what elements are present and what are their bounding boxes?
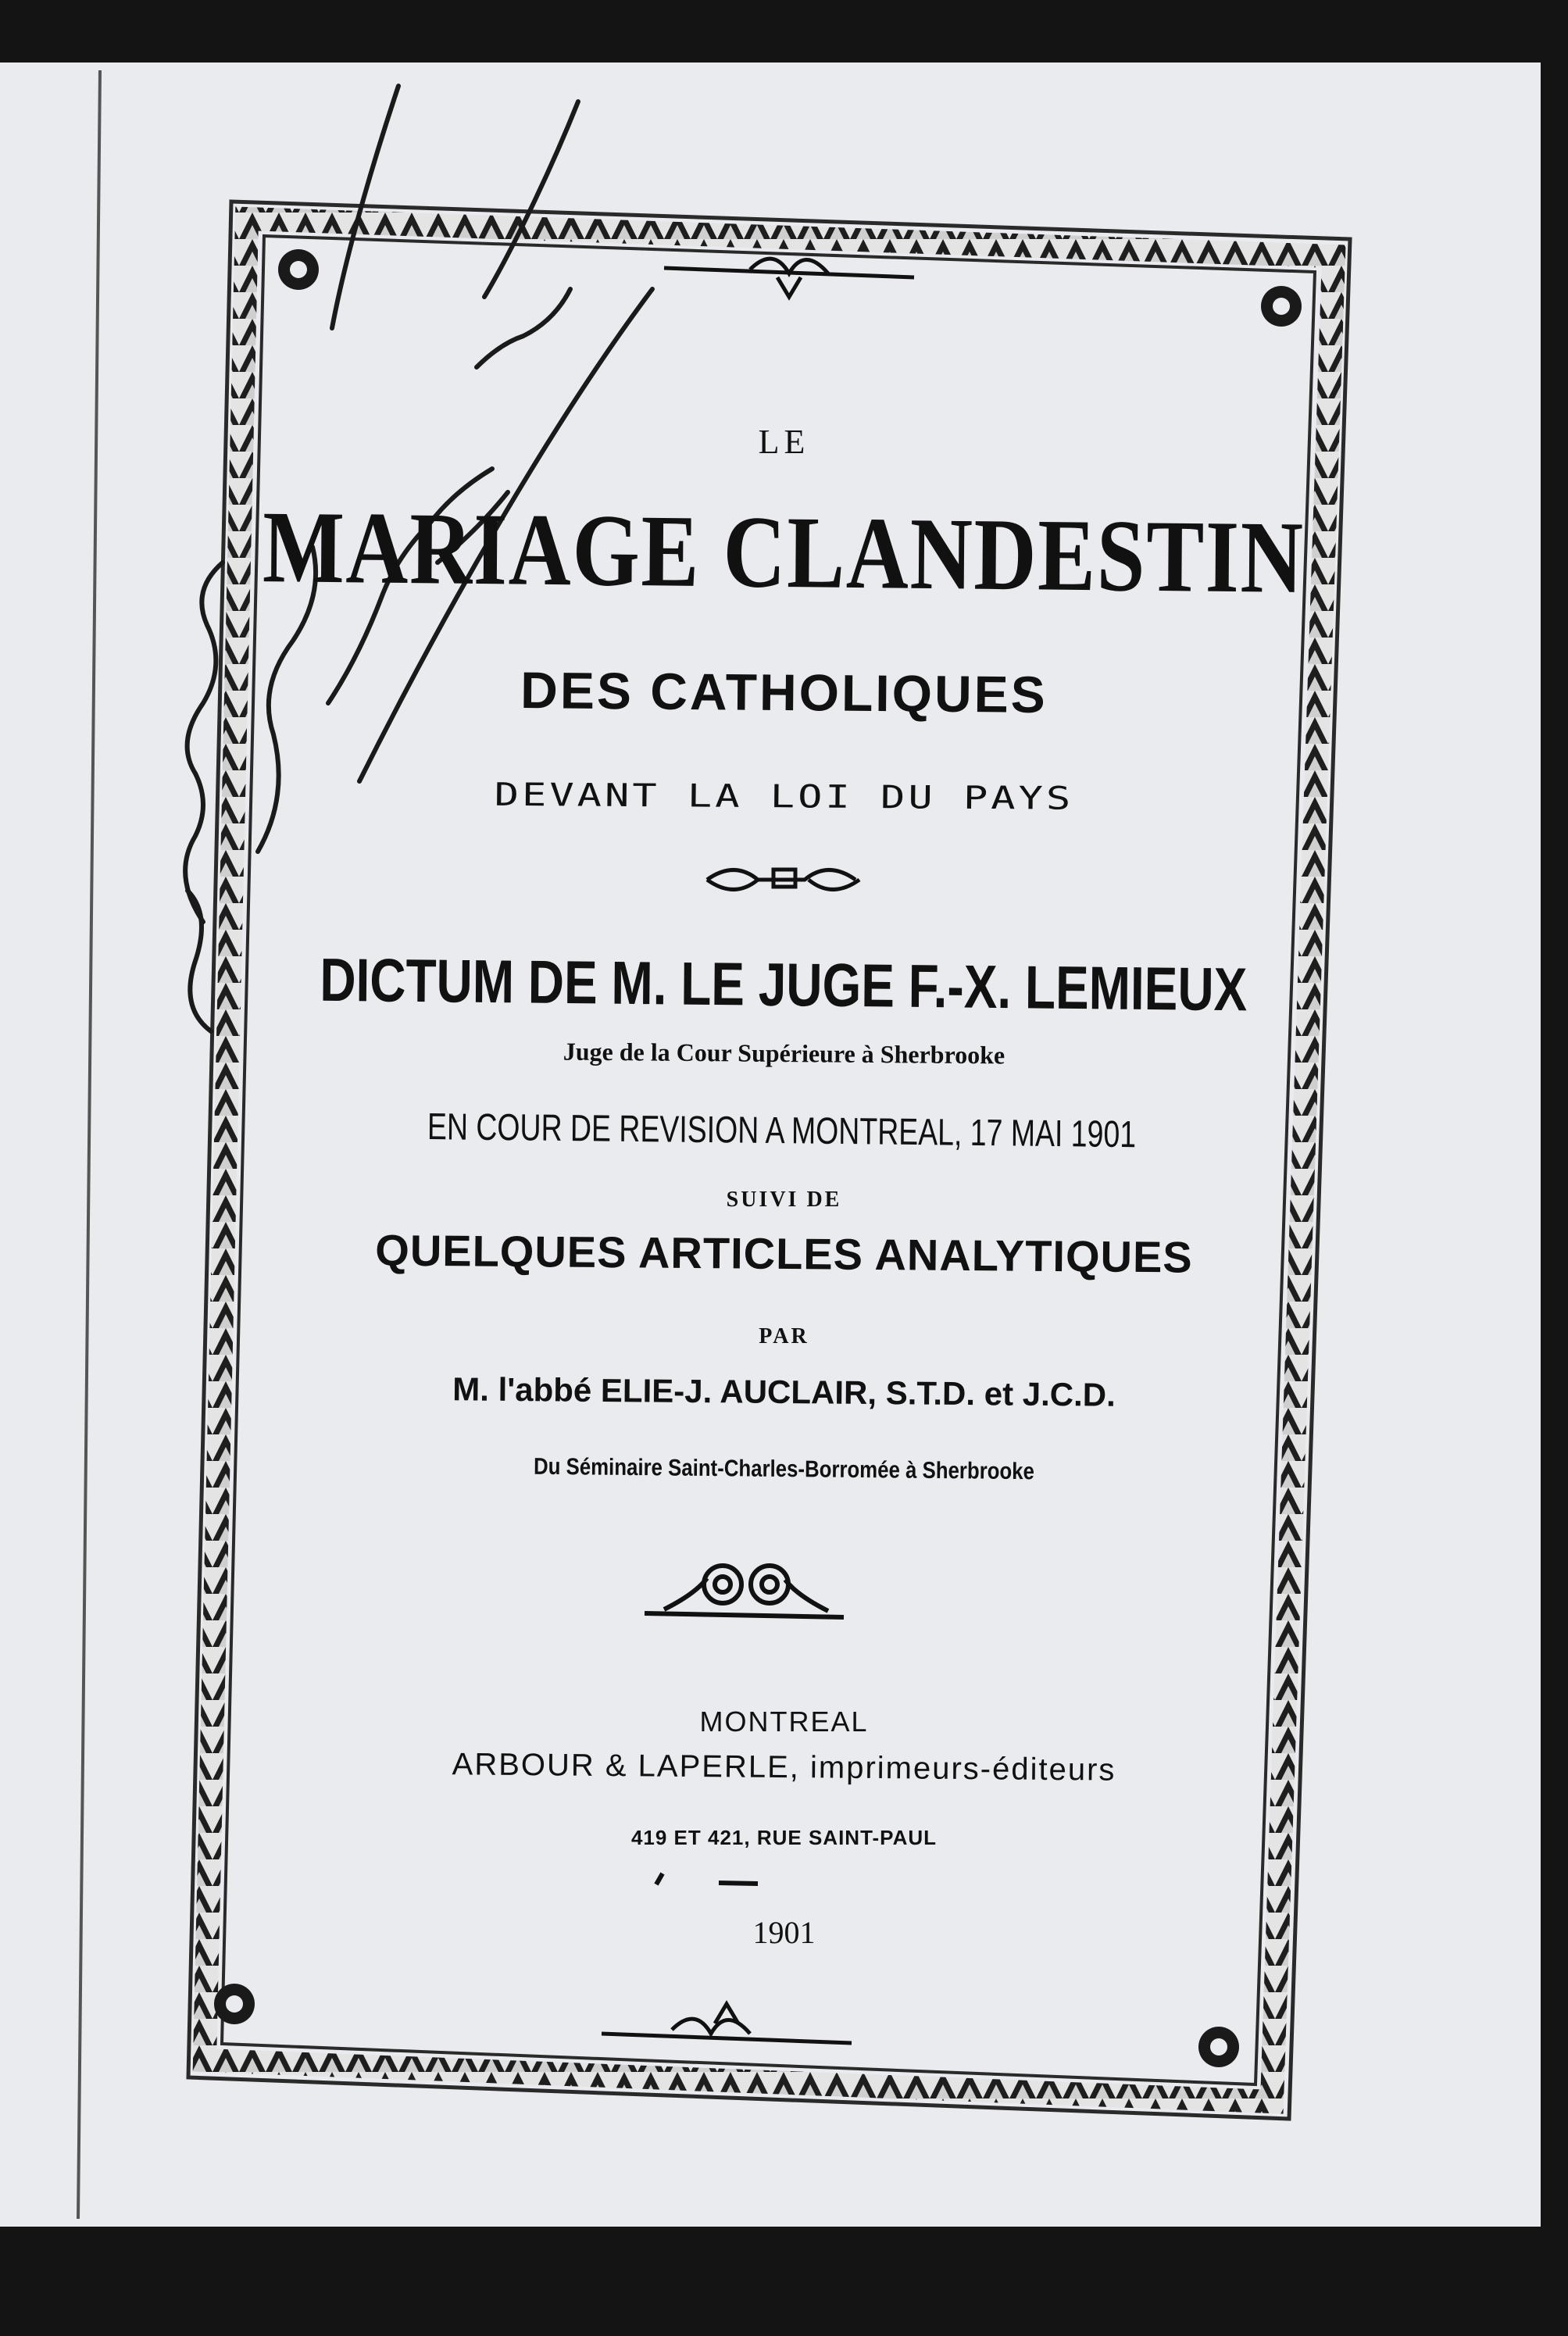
by-label: PAR <box>759 1324 809 1348</box>
imprint-year: 1901 <box>752 1915 816 1950</box>
book-subtitle: DES CATHOLIQUES <box>520 661 1048 723</box>
imprint-publisher: ARBOUR & LAPERLE, imprimeurs-éditeurs <box>452 1747 1116 1788</box>
author-affiliation: Du Séminaire Saint-Charles-Borromée à Sherbrooke <box>533 1453 1035 1485</box>
author-name: M. l'abbé ELIE-J. AUCLAIR, S.T.D. et J.C.D. <box>452 1370 1116 1413</box>
book-title: MARIAGE CLANDESTIN <box>262 489 1305 615</box>
title-article: LE <box>758 423 810 461</box>
judge-role: Juge de la Cour Supérieure à Sherbrooke <box>563 1037 1005 1070</box>
imprint-city: MONTREAL <box>699 1706 869 1738</box>
imprint-address: 419 ET 421, RUE SAINT-PAUL <box>630 1826 938 1849</box>
dictum-heading: DICTUM DE M. LE JUGE F.-X. LEMIEUX <box>320 945 1248 1024</box>
followed-by: SUIVI DE <box>726 1188 842 1212</box>
articles-heading: QUELQUES ARTICLES ANALYTIQUES <box>375 1225 1193 1282</box>
book-subtitle-2: DEVANT LA LOI DU PAYS <box>494 777 1074 817</box>
court-line: EN COUR DE REVISION A MONTREAL, 17 MAI 1901 <box>427 1106 1137 1156</box>
